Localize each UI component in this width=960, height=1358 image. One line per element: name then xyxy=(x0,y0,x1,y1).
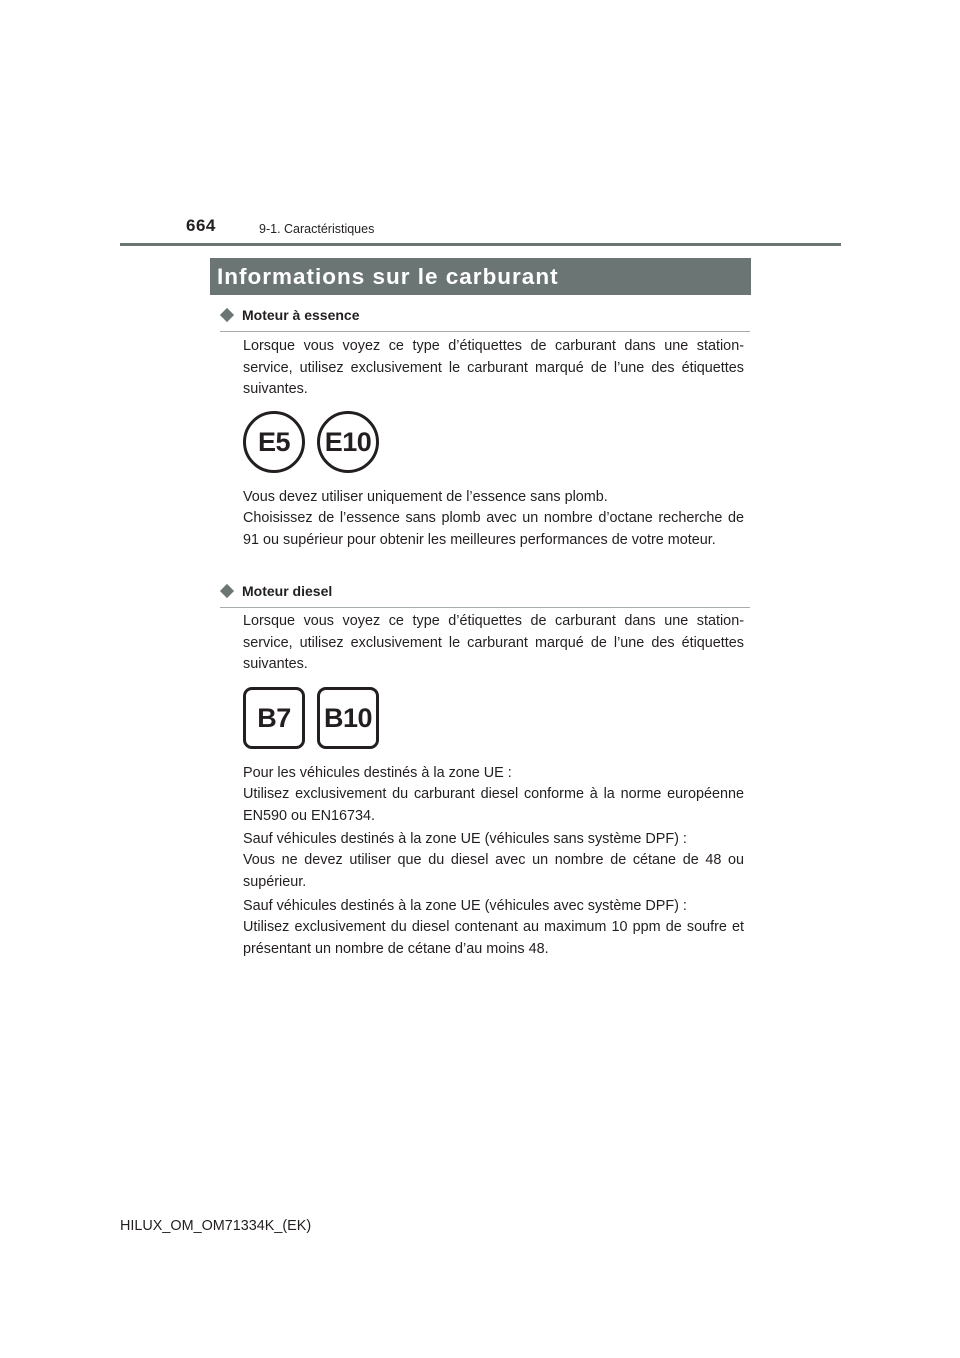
petrol-heading xyxy=(220,307,750,332)
diesel-heading xyxy=(220,583,750,608)
petrol-note-unleaded: Vous devez utiliser uniquement de l’essence sans plomb. xyxy=(243,489,608,505)
diesel-heading-label: Moteur diesel xyxy=(242,583,333,599)
fuel-label-e5: E5 xyxy=(243,411,305,473)
diesel-intro: Lorsque vous voyez ce type d’étiquettes de carburant dans une station-service, utilisez exclusivement le carburant marqué de l’une des étiquettes suivantes. xyxy=(243,613,744,672)
fuel-label-b10: B10 xyxy=(317,687,379,749)
petrol-heading-label: Moteur à essence xyxy=(242,307,360,323)
page-title: Informations sur le carburant xyxy=(210,258,751,295)
petrol-note-octane: Choisissez de l’essence sans plomb avec un nombre d’octane recherche de 91 ou supérieur pour obtenir les meilleures performances de votre moteur. xyxy=(243,510,744,548)
footer-document-code: HILUX_OM_OM71334K_(EK) xyxy=(120,1218,312,1234)
diesel-eu-title: Pour les véhicules destinés à la zone UE : xyxy=(243,765,512,781)
section-label: 9-1. Caractéristiques xyxy=(259,222,375,236)
diamond-bullet-icon xyxy=(220,584,234,598)
header-rule xyxy=(120,243,841,246)
diesel-non-eu-dpf-text: Utilisez exclusivement du diesel contenant au maximum 10 ppm de soufre et présentant un nombre de cétane d’au moins 48. xyxy=(243,919,744,957)
fuel-label-e10: E10 xyxy=(317,411,379,473)
diesel-non-eu-no-dpf-text: Vous ne devez utiliser que du diesel avec un nombre de cétane de 48 ou supérieur. xyxy=(243,852,744,890)
petrol-intro: Lorsque vous voyez ce type d’étiquettes de carburant dans une station-service, utilisez exclusivement le carburant marqué de l’une des étiquettes suivantes. xyxy=(243,338,744,397)
diamond-bullet-icon xyxy=(220,308,234,322)
page-number: 664 xyxy=(186,216,216,235)
diesel-non-eu-dpf-title: Sauf véhicules destinés à la zone UE (véhicules avec système DPF) : xyxy=(243,898,687,914)
diesel-eu-text: Utilisez exclusivement du carburant diesel conforme à la norme européenne EN590 ou EN16734. xyxy=(243,786,744,824)
fuel-label-b7: B7 xyxy=(243,687,305,749)
diesel-non-eu-no-dpf-title: Sauf véhicules destinés à la zone UE (véhicules sans système DPF) : xyxy=(243,831,687,847)
